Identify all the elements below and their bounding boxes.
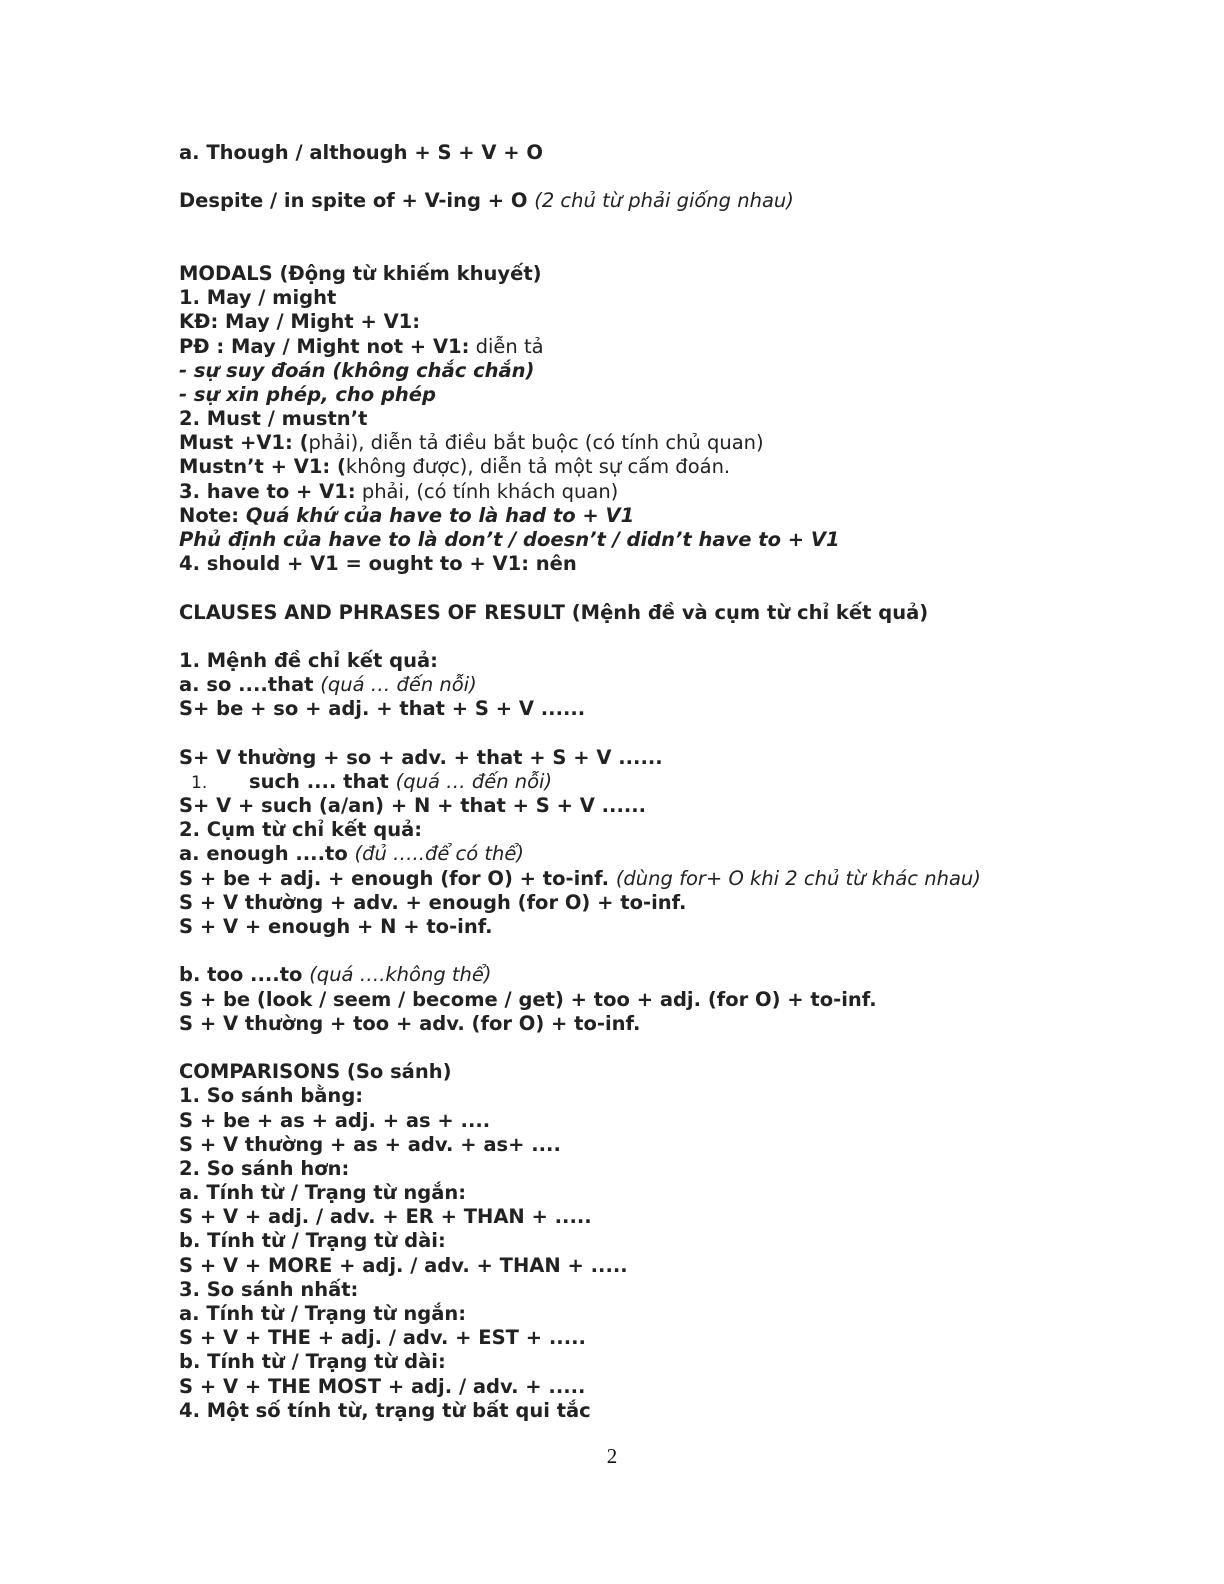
modal-mustnt-formula: Mustn’t + V1: ( <box>179 455 346 479</box>
modal-should-rule: 4. should + V1 = ought to + V1: nên <box>179 552 577 576</box>
section-title-modals: MODALS (Động từ khiếm khuyết) <box>179 261 542 285</box>
result-such-that-label: such .... that <box>249 769 396 793</box>
result-enough-adj-formula: S + be + adj. + enough (for O) + to-inf. <box>179 866 616 890</box>
despite-rule-formula: Despite / in spite of + V-ing + O <box>179 189 535 213</box>
result-too-to <box>179 963 1179 987</box>
modal-must-desc: phải), diễn tả điều bắt buộc (có tính chủ quan) <box>308 431 764 455</box>
comp-superlative-heading: 3. So sánh nhất: <box>179 1277 359 1301</box>
document-body <box>179 141 1179 1423</box>
page-number: 2 <box>606 1444 618 1468</box>
result-so-that <box>179 673 1179 697</box>
result-too-adj-formula: S + be (look / seem / become / get) + too + adj. (for O) + to-inf. <box>179 987 877 1011</box>
result-such-that <box>179 770 1179 794</box>
result-too-label: b. too ....to <box>179 963 310 987</box>
modal-may-negative <box>179 335 1179 359</box>
result-so-that-label: a. so ....that <box>179 673 321 697</box>
comp-comparative-short-label: a. Tính từ / Trạng từ ngắn: <box>179 1181 467 1205</box>
result-enough-meaning: (đủ …..để có thể) <box>354 842 524 866</box>
result-clause-heading: 1. Mệnh đề chỉ kết quả: <box>179 648 438 672</box>
comp-equal-heading: 1. So sánh bằng: <box>179 1084 364 1108</box>
modal-note-label: Note: <box>179 503 246 527</box>
comp-superlative-long-label: b. Tính từ / Trạng từ dài: <box>179 1350 446 1374</box>
comp-superlative-short-label: a. Tính từ / Trạng từ ngắn: <box>179 1302 467 1326</box>
modal-must-formula: Must +V1: ( <box>179 431 309 455</box>
modal-may-affirmative: KĐ: May / Might + V1: <box>179 310 421 334</box>
result-enough-adj-note: (dùng for+ O khi 2 chủ từ khác nhau) <box>615 866 981 890</box>
modal-mustnt-desc: không được), diễn tả một sự cấm đoán. <box>345 455 731 479</box>
despite-rule <box>179 189 1179 213</box>
modal-have-to-desc: phải, (có tính khách quan) <box>355 479 619 503</box>
result-enough-adj <box>179 867 1179 891</box>
comp-comparative-long-label: b. Tính từ / Trạng từ dài: <box>179 1229 446 1253</box>
result-such-that-meaning: (quá … đến nỗi) <box>395 769 553 793</box>
modal-must-heading: 2. Must / mustn’t <box>179 407 368 431</box>
comp-equal-adj: S + be + as + adj. + as + .... <box>179 1108 491 1132</box>
modal-have-to-formula: 3. have to + V1: <box>179 479 356 503</box>
result-so-that-meaning: (quá … đến nỗi) <box>320 673 477 697</box>
result-so-adv-formula: S+ V thường + so + adv. + that + S + V ...... <box>179 745 663 769</box>
comp-comparative-long-formula: S + V + MORE + adj. / adv. + THAN + ..... <box>179 1253 628 1277</box>
result-so-adj-formula: S+ be + so + adj. + that + S + V ...... <box>179 697 586 721</box>
comp-equal-adv: S + V thường + as + adv. + as+ .... <box>179 1132 561 1156</box>
modal-have-to-negative: Phủ định của have to là don’t / doesn’t / didn’t have to + V1 <box>179 528 840 552</box>
modal-may-use-2: - sự xin phép, cho phép <box>179 382 436 406</box>
modal-may-negative-desc: diễn tả <box>469 334 544 358</box>
modal-note-text: Quá khứ của have to là had to + V1 <box>245 503 635 527</box>
modal-may-heading: 1. May / might <box>179 286 337 310</box>
modal-may-use-1: - sự suy đoán (không chắc chắn) <box>179 358 535 382</box>
modal-may-negative-formula: PĐ : May / Might not + V1: <box>179 334 470 358</box>
modal-note <box>179 504 1179 528</box>
result-too-adv-formula: S + V thường + too + adv. (for O) + to-inf. <box>179 1011 641 1035</box>
despite-rule-note: (2 chủ từ phải giống nhau) <box>534 189 794 213</box>
comp-comparative-heading: 2. So sánh hơn: <box>179 1156 350 1180</box>
section-title-result: CLAUSES AND PHRASES OF RESULT (Mệnh đề và cụm từ chỉ kết quả) <box>179 600 929 624</box>
result-enough-noun-formula: S + V + enough + N + to-inf. <box>179 915 493 939</box>
result-enough-adv-formula: S + V thường + adv. + enough (for O) + to-inf. <box>179 890 687 914</box>
comp-comparative-short-formula: S + V + adj. / adv. + ER + THAN + ..... <box>179 1205 592 1229</box>
result-phrase-heading: 2. Cụm từ chỉ kết quả: <box>179 818 423 842</box>
modal-must-rule <box>179 431 1179 455</box>
modal-mustnt-rule <box>179 455 1179 479</box>
result-enough-label: a. enough ....to <box>179 842 355 866</box>
list-number: 1. <box>191 772 208 793</box>
result-too-meaning: (quá ….không thể) <box>309 963 492 987</box>
comp-superlative-long-formula: S + V + THE MOST + adj. / adv. + ..... <box>179 1374 586 1398</box>
comp-superlative-short-formula: S + V + THE + adj. / adv. + EST + ..... <box>179 1326 586 1350</box>
comp-irregular-heading: 4. Một số tính từ, trạng từ bất qui tắc <box>179 1398 591 1422</box>
section-title-comparisons: COMPARISONS (So sánh) <box>179 1060 452 1084</box>
though-although-rule: a. Though / although + S + V + O <box>179 141 543 164</box>
result-enough-to <box>179 842 1179 866</box>
result-such-formula: S+ V + such (a/an) + N + that + S + V ...... <box>179 794 647 818</box>
modal-have-to-rule <box>179 480 1179 504</box>
